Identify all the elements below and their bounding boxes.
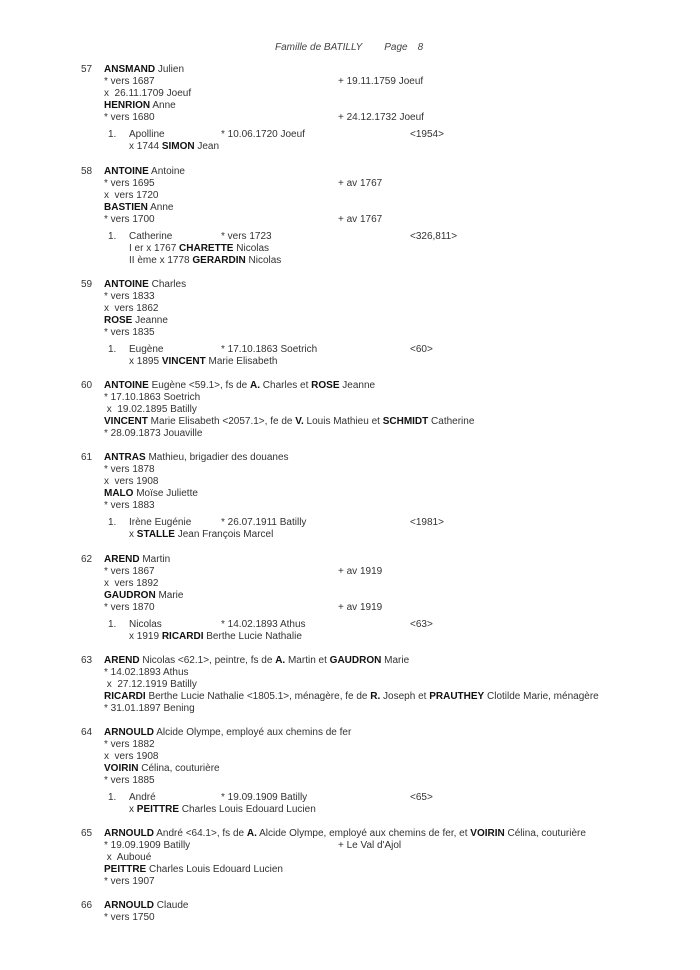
child-row (81, 517, 681, 529)
text: 1. (108, 619, 117, 630)
spouse (104, 691, 599, 703)
child-row (81, 619, 681, 631)
entry-number: 58 (81, 166, 93, 177)
family-entry-65 (81, 828, 681, 888)
death: + 19.11.1759 Joeuf (338, 76, 424, 87)
head-person (104, 554, 170, 566)
text: Claude (154, 900, 189, 911)
child-union (129, 631, 302, 643)
marriage: x 19.02.1895 Batilly (104, 404, 197, 415)
text: Martin (139, 554, 171, 565)
surname: A. (275, 655, 286, 666)
spouse-birth: * vers 1907 (104, 876, 155, 887)
child-union (129, 804, 316, 816)
child-row (81, 231, 681, 243)
spouse (104, 763, 220, 775)
birth: * 17.10.1863 Soetrich (104, 392, 201, 403)
text: Nicolas <62.1>, peintre, fs de (139, 655, 276, 666)
text: x 1895 (129, 356, 162, 367)
child-union (129, 529, 273, 541)
child-ref: <1954> (410, 129, 444, 140)
surname: ARNOULD (104, 900, 154, 911)
text: Anne (150, 100, 176, 111)
text: Louis Mathieu et (303, 416, 383, 427)
text: Nicolas (233, 243, 270, 254)
text: * 10.06.1720 Joeuf (221, 129, 305, 140)
surname: ANSMAND (104, 64, 156, 75)
text: Jean François Marcel (174, 529, 274, 540)
spouse-birth: * vers 1885 (104, 775, 155, 786)
birth: * vers 1867 (104, 566, 155, 577)
spouse (104, 488, 198, 500)
spouse (104, 315, 168, 327)
family-entry-59 (81, 279, 681, 368)
spouse-birth: * vers 1680 (104, 112, 155, 123)
surname: MALO (104, 488, 134, 499)
text: x (129, 804, 137, 815)
spouse-birth: * vers 1870 (104, 602, 155, 613)
birth: * vers 1695 (104, 178, 155, 189)
surname: STALLE (136, 529, 175, 540)
surname: ARNOULD (104, 727, 154, 738)
family-entry-66 (81, 900, 681, 924)
head-person (104, 279, 186, 291)
text: Catherine (428, 416, 475, 427)
text: Joseph et (380, 691, 430, 702)
marriage: x vers 1908 (104, 476, 159, 487)
surname: SIMON (161, 141, 195, 152)
entry-number: 57 (81, 64, 93, 75)
spouse-death: + av 1767 (338, 214, 383, 225)
surname: CHARETTE (179, 243, 234, 254)
head-person (104, 900, 188, 912)
birth: * vers 1878 (104, 464, 155, 475)
death: + Le Val d'Ajol (338, 840, 402, 851)
text: x 1919 (129, 631, 162, 642)
child-ref: <65> (410, 792, 433, 803)
text: * 14.02.1893 Athus (221, 619, 306, 630)
surname: V. (295, 416, 304, 427)
entry-number: 60 (81, 380, 93, 391)
text: Jeanne (339, 380, 376, 391)
text: Célina, couturière (504, 828, 586, 839)
entry-number: 61 (81, 452, 93, 463)
child-union (129, 356, 277, 368)
surname: AREND (104, 554, 140, 565)
birth: * vers 1882 (104, 739, 155, 750)
text: x 1744 (129, 141, 162, 152)
child-ref: <1981> (410, 517, 444, 528)
surname: ANTRAS (104, 452, 146, 463)
child-name: Nicolas (129, 619, 162, 630)
child-row (81, 792, 681, 804)
child-name: Irène Eugénie (129, 517, 192, 528)
surname: VINCENT (104, 416, 148, 427)
entry-number: 62 (81, 554, 93, 565)
text: Marie Elisabeth (205, 356, 278, 367)
text: Charles Louis Edouard Lucien (179, 804, 316, 815)
surname: ANTOINE (104, 279, 149, 290)
head-person (104, 828, 586, 840)
family-entry-58 (81, 166, 681, 267)
marriage: x vers 1862 (104, 303, 159, 314)
text: Alcide Olympe, employé aux chemins de fer (154, 727, 352, 738)
surname: PRAUTHEY (429, 691, 485, 702)
surname: ROSE (104, 315, 133, 326)
surname: ANTOINE (104, 380, 149, 391)
spouse (104, 100, 176, 112)
head-person (104, 727, 351, 739)
death: + av 1767 (338, 178, 383, 189)
text: Mathieu, brigadier des douanes (145, 452, 289, 463)
spouse-death: + av 1919 (338, 602, 383, 613)
marriage: x vers 1720 (104, 190, 159, 201)
text: Berthe Lucie Nathalie (203, 631, 302, 642)
text: Marie Elisabeth <2057.1>, fe de (147, 416, 296, 427)
text: Antoine (148, 166, 185, 177)
family-entry-62 (81, 554, 681, 643)
birth: * vers 1687 (104, 76, 155, 87)
child-name: André (129, 792, 156, 803)
page-label: Page (384, 42, 408, 53)
text: Julien (155, 64, 185, 75)
child-ref: <60> (410, 344, 433, 355)
text: André <64.1>, fs de (154, 828, 247, 839)
marriage: x vers 1892 (104, 578, 159, 589)
surname: PEITTRE (104, 864, 147, 875)
child-name: Eugène (129, 344, 164, 355)
family-entry-63 (81, 655, 681, 715)
text: 1. (108, 129, 117, 140)
family-entry-64 (81, 727, 681, 816)
entry-number: 66 (81, 900, 93, 911)
family-entry-57 (81, 64, 681, 153)
head-person (104, 64, 184, 76)
death: + av 1919 (338, 566, 383, 577)
head-person (104, 452, 289, 464)
birth: * vers 1750 (104, 912, 155, 923)
child-union (129, 141, 219, 153)
text: x (129, 529, 137, 540)
spouse-birth: * 31.01.1897 Bening (104, 703, 195, 714)
text: Anne (147, 202, 174, 213)
head-person (104, 380, 375, 392)
spouse-birth: * 28.09.1873 Jouaville (104, 428, 203, 439)
text: Moïse Juliette (133, 488, 198, 499)
child-union (129, 255, 281, 267)
text: * vers 1723 (221, 231, 272, 242)
surname: R. (370, 691, 381, 702)
child-ref: <326,811> (410, 231, 458, 242)
spouse-birth: * vers 1835 (104, 327, 155, 338)
text: Célina, couturière (138, 763, 220, 774)
surname: PEITTRE (136, 804, 180, 815)
text: Marie (155, 590, 184, 601)
page-header (275, 42, 423, 53)
text: 1. (108, 792, 117, 803)
family-entry-61 (81, 452, 681, 541)
spouse-birth: * vers 1700 (104, 214, 155, 225)
surname: SCHMIDT (382, 416, 429, 427)
text: Charles et (260, 380, 312, 391)
surname: BASTIEN (104, 202, 148, 213)
marriage: x 26.11.1709 Joeuf (104, 88, 192, 99)
surname: GAUDRON (104, 590, 156, 601)
text: Nicolas (245, 255, 282, 266)
surname: GAUDRON (329, 655, 382, 666)
entry-number: 64 (81, 727, 93, 738)
text: I er x 1767 (129, 243, 180, 254)
birth: * vers 1833 (104, 291, 155, 302)
spouse-death: + 24.12.1732 Joeuf (338, 112, 424, 123)
surname: VOIRIN (104, 763, 139, 774)
child-ref: <63> (410, 619, 433, 630)
text: II ème x 1778 (129, 255, 193, 266)
family-entry-60 (81, 380, 681, 440)
child-row (81, 344, 681, 356)
entry-number: 65 (81, 828, 93, 839)
head-person (104, 655, 409, 667)
page-number: 8 (417, 42, 424, 53)
text: Clotilde Marie, ménagère (484, 691, 599, 702)
text: Marie (381, 655, 410, 666)
text: 1. (108, 344, 117, 355)
spouse (104, 416, 474, 428)
entry-number: 59 (81, 279, 93, 290)
surname: A. (246, 828, 257, 839)
child-name: Apolline (129, 129, 165, 140)
text: * 19.09.1909 Batilly (221, 792, 308, 803)
text: Alcide Olympe, employé aux chemins de fer, et (256, 828, 471, 839)
child-row (81, 129, 681, 141)
child-union (129, 243, 269, 255)
text: * 26.07.1911 Batilly (221, 517, 307, 528)
text: Jeanne (132, 315, 168, 326)
surname: AREND (104, 655, 140, 666)
marriage: x vers 1908 (104, 751, 159, 762)
text: Charles (148, 279, 187, 290)
marriage: x 27.12.1919 Batilly (104, 679, 197, 690)
surname: A. (250, 380, 261, 391)
spouse-birth: * vers 1883 (104, 500, 155, 511)
text: 1. (108, 517, 117, 528)
surname: ARNOULD (104, 828, 154, 839)
birth: * 14.02.1893 Athus (104, 667, 189, 678)
surname: VOIRIN (470, 828, 505, 839)
surname: ROSE (311, 380, 340, 391)
text: Jean (194, 141, 220, 152)
head-person (104, 166, 185, 178)
entry-number: 63 (81, 655, 93, 666)
spouse (104, 202, 174, 214)
marriage: x Auboué (104, 852, 152, 863)
text: Charles Louis Edouard Lucien (146, 864, 283, 875)
birth: * 19.09.1909 Batilly (104, 840, 191, 851)
text: Martin et (285, 655, 330, 666)
spouse (104, 590, 183, 602)
text: Berthe Lucie Nathalie <1805.1>, ménagère, fe de (145, 691, 371, 702)
surname: RICARDI (104, 691, 146, 702)
document-title: Famille de BATILLY (275, 42, 363, 53)
spouse (104, 864, 283, 876)
text: * 17.10.1863 Soetrich (221, 344, 318, 355)
text: 1. (108, 231, 117, 242)
surname: HENRION (104, 100, 151, 111)
child-name: Catherine (129, 231, 173, 242)
text: Eugène <59.1>, fs de (148, 380, 251, 391)
surname: RICARDI (161, 631, 204, 642)
surname: GERARDIN (192, 255, 246, 266)
surname: VINCENT (161, 356, 206, 367)
surname: ANTOINE (104, 166, 149, 177)
